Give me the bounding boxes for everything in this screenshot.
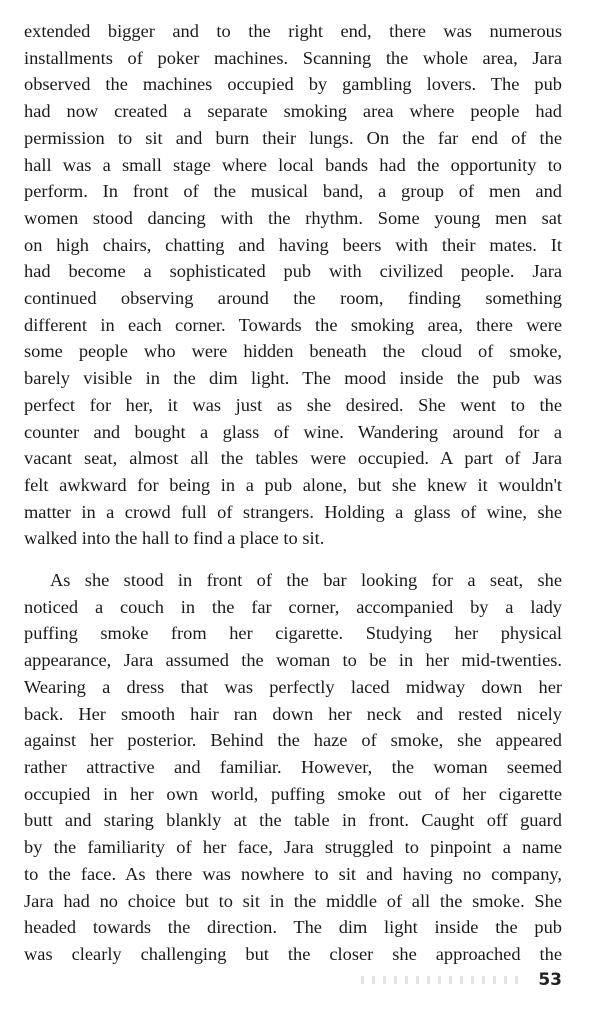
text-line: As she stood in front of the bar looking for a seat, she <box>50 570 562 591</box>
text-line: different in each corner. Towards the smoking area, there were <box>24 314 562 335</box>
text-line: observed the machines occupied by gambling lovers. The pub <box>24 74 562 95</box>
text-line: Wearing a dress that was perfectly laced midway down her <box>24 676 562 697</box>
text-line: walked into the hall to find a place to sit. <box>24 528 325 549</box>
text-line: by the familiarity of her face, Jara struggled to pinpoint a name <box>24 837 562 858</box>
paragraph-1 <box>24 0 562 552</box>
text-line: back. Her smooth hair ran down her neck and rested nicely <box>24 703 562 724</box>
text-line: perform. In front of the musical band, a group of men and <box>24 181 562 202</box>
page-footer <box>361 970 562 990</box>
text-line: matter in a crowd full of strangers. Holding a glass of wine, she <box>24 501 562 522</box>
text-line: against her posterior. Behind the haze of smoke, she appeared <box>24 730 562 751</box>
text-line: counter and bought a glass of wine. Wandering around for a <box>24 421 562 442</box>
text-line: had now created a separate smoking area where people had <box>24 101 562 122</box>
paragraph-2 <box>24 567 562 968</box>
text-line: permission to sit and burn their lungs. On the far end of the <box>24 127 562 148</box>
text-line: felt awkward for being in a pub alone, but she knew it wouldn't <box>24 474 562 495</box>
text-line: on high chairs, chatting and having beers with their mates. It <box>24 234 562 255</box>
text-line: occupied in her own world, puffing smoke out of her cigarette <box>24 783 562 804</box>
text-line: headed towards the direction. The dim light inside the pub <box>24 917 562 938</box>
book-page <box>24 0 562 1009</box>
text-line: some people who were hidden beneath the cloud of smoke, <box>24 341 562 362</box>
text-line: perfect for her, it was just as she desired. She went to the <box>24 394 562 415</box>
text-line: to the face. As there was nowhere to sit and having no company, <box>24 863 562 884</box>
text-line: was clearly challenging but the closer she approached the <box>24 943 562 964</box>
text-line: installments of poker machines. Scanning the whole area, Jara <box>24 47 562 68</box>
page-number: 53 <box>538 970 562 990</box>
text-line: puffing smoke from her cigarette. Studying her physical <box>24 623 562 644</box>
text-line: Jara had no choice but to sit in the middle of all the smoke. She <box>24 890 562 911</box>
text-line: butt and staring blankly at the table in front. Caught off guard <box>24 810 562 831</box>
text-line: extended bigger and to the right end, there was numerous <box>24 21 562 41</box>
text-line: had become a sophisticated pub with civilized people. Jara <box>24 261 562 282</box>
text-line: appearance, Jara assumed the woman to be in her mid-twenties. <box>24 650 562 671</box>
text-line: vacant seat, almost all the tables were occupied. A part of Jara <box>24 448 562 469</box>
text-line: barely visible in the dim light. The mood inside the pub was <box>24 368 562 389</box>
footer-decoration <box>361 976 526 984</box>
text-line: rather attractive and familiar. However, the woman seemed <box>24 756 562 777</box>
text-line: women stood dancing with the rhythm. Some young men sat <box>24 207 562 228</box>
text-line: noticed a couch in the far corner, accompanied by a lady <box>24 596 562 617</box>
text-line: hall was a small stage where local bands had the opportunity to <box>24 154 562 175</box>
text-line: continued observing around the room, finding something <box>24 288 562 309</box>
